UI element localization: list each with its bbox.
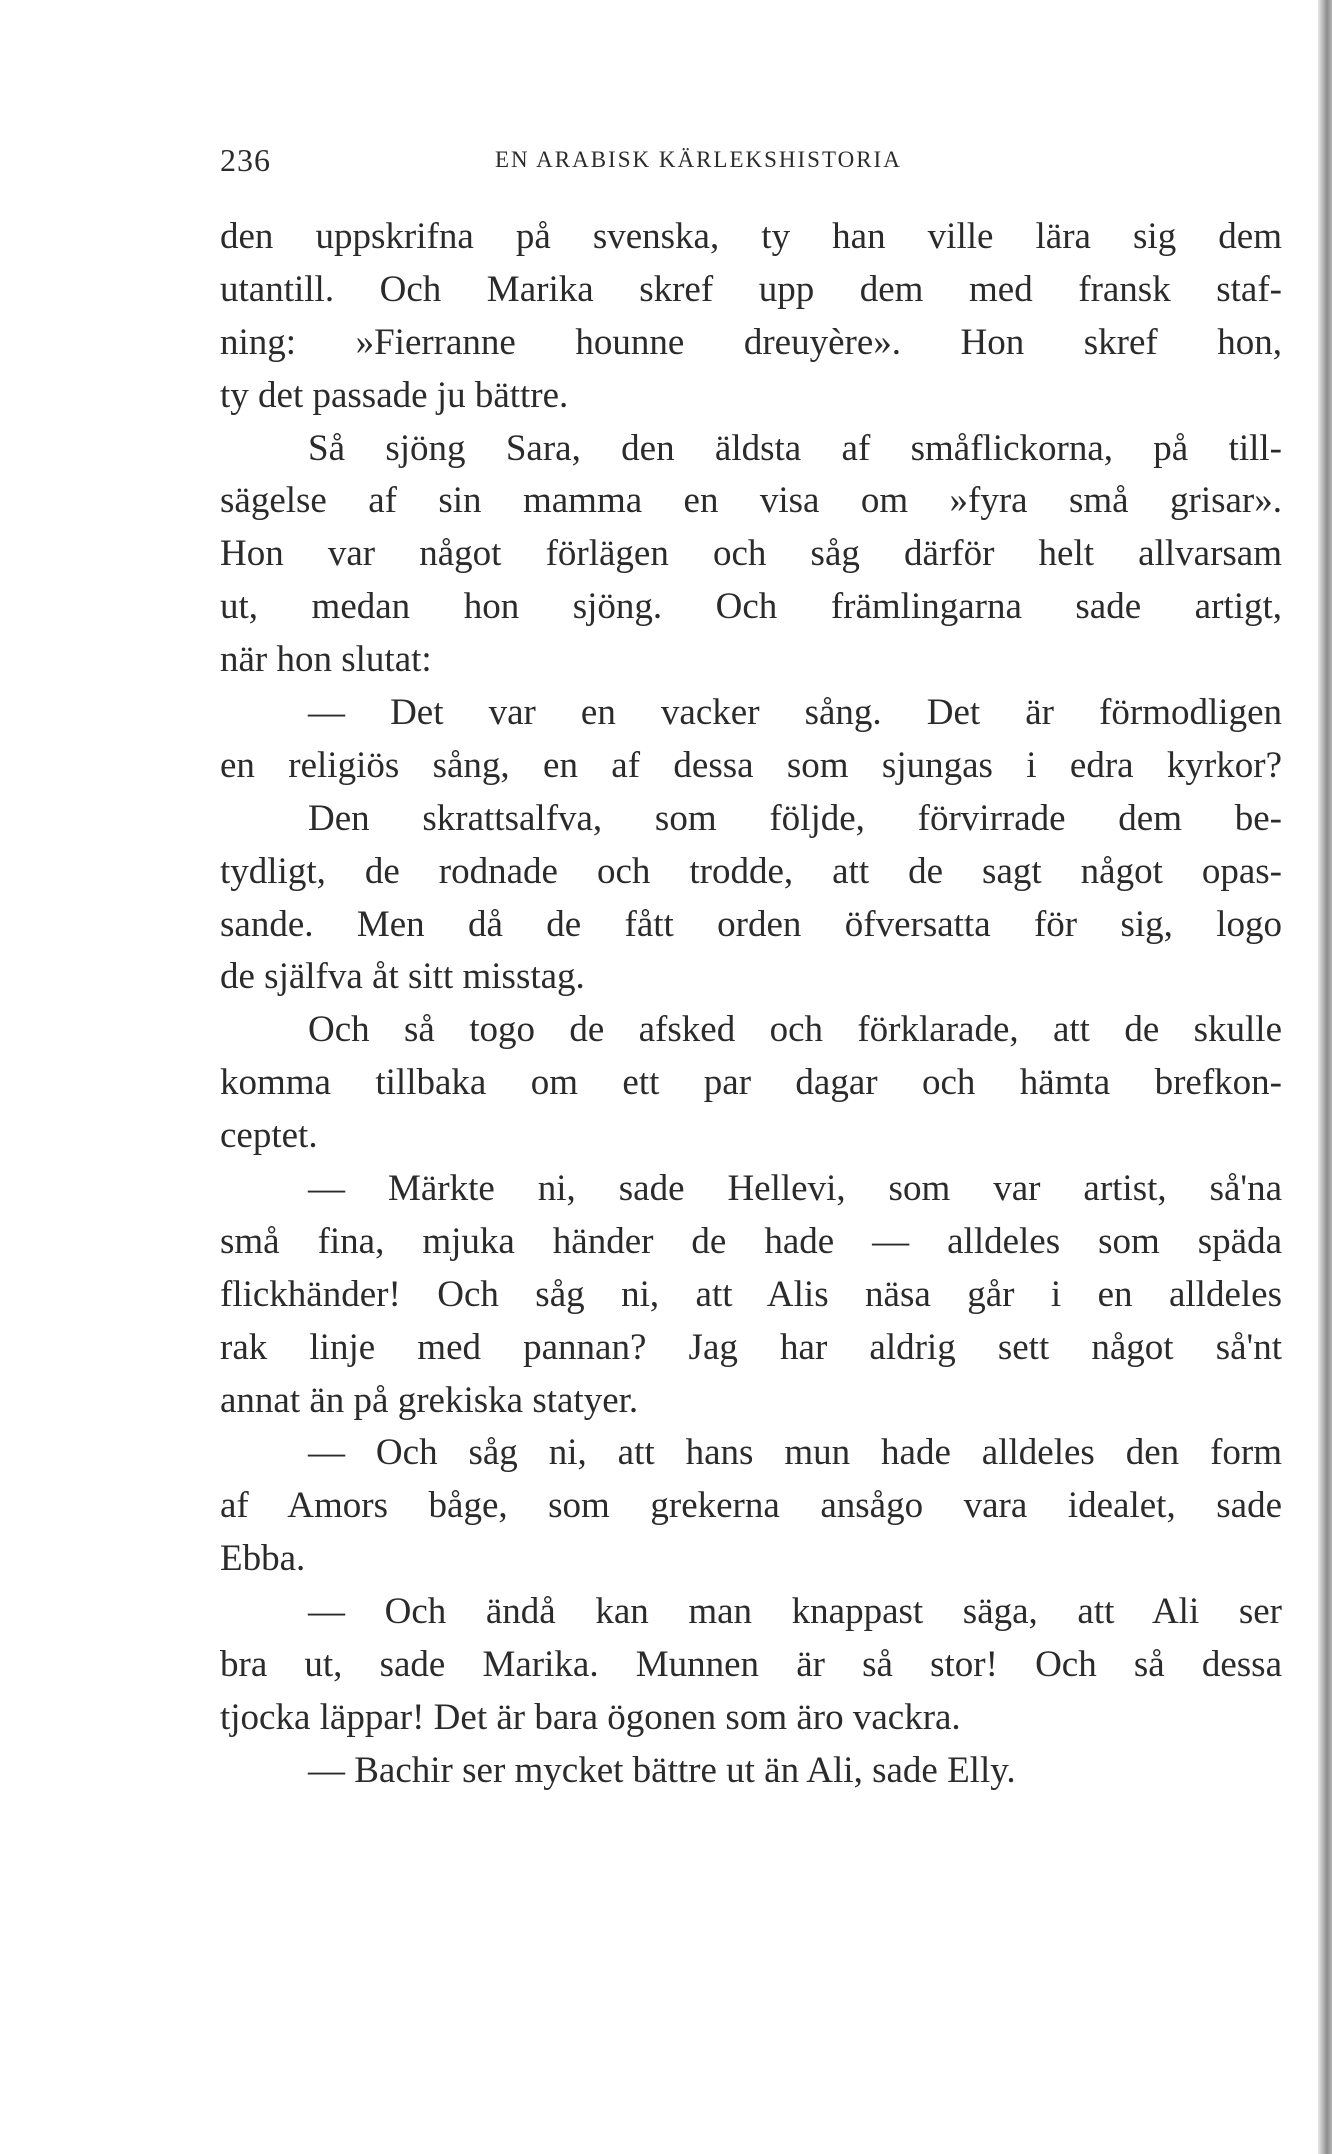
text-line: Så sjöng Sara, den äldsta af småflickorna, på till- — [308, 427, 1282, 469]
text-line: sande. Men då de fått orden öfversatta för sig, logo — [220, 903, 1282, 945]
text-line: ut, medan hon sjöng. Och främlingarna sade artigt, — [220, 586, 1282, 628]
text-line: sägelse af sin mamma en visa om »fyra små grisar». — [220, 480, 1282, 522]
text-line: Den skrattsalfva, som följde, förvirrade dem be- — [308, 797, 1282, 839]
text-line: Ebba. — [220, 1538, 306, 1580]
text-line: — Bachir ser mycket bättre ut än Ali, sade Elly. — [308, 1749, 1016, 1791]
text-line: när hon slutat: — [220, 639, 432, 681]
text-line: en religiös sång, en af dessa som sjungas i edra kyrkor? — [220, 744, 1282, 786]
text-line: Hon var något förlägen och såg därför helt allvarsam — [220, 533, 1282, 575]
page-number: 236 — [220, 142, 271, 178]
text-line: — Det var en vacker sång. Det är förmodligen — [308, 692, 1282, 734]
text-line: ceptet. — [220, 1115, 318, 1157]
text-line: tydligt, de rodnade och trodde, att de sagt något opas- — [220, 850, 1282, 892]
text-line: komma tillbaka om ett par dagar och hämta brefkon- — [220, 1062, 1282, 1104]
text-line: ty det passade ju bättre. — [220, 374, 569, 416]
text-line: den uppskrifna på svenska, ty han ville lära sig dem — [220, 216, 1282, 257]
text-line: små fina, mjuka händer de hade — alldeles som späda — [220, 1220, 1282, 1262]
running-title: EN ARABISK KÄRLEKSHISTORIA — [495, 147, 902, 172]
text-line: annat än på grekiska statyer. — [220, 1379, 639, 1421]
text-line: Och så togo de afsked och förklarade, att de skulle — [308, 1009, 1282, 1051]
page-edge-shadow — [1318, 0, 1332, 2154]
text-line: bra ut, sade Marika. Munnen är så stor! Och så dessa — [220, 1644, 1282, 1686]
text-line: — Och såg ni, att hans mun hade alldeles den form — [308, 1432, 1282, 1474]
text-line: flickhänder! Och såg ni, att Alis näsa går i en alldeles — [220, 1273, 1282, 1315]
text-line: tjocka läppar! Det är bara ögonen som äro vackra. — [220, 1696, 961, 1738]
text-line: — Märkte ni, sade Hellevi, som var artist, så'na — [308, 1168, 1282, 1210]
text-line: utantill. Och Marika skref upp dem med fransk staf- — [220, 268, 1282, 310]
page-header — [220, 140, 1040, 180]
text-line: ning: »Fierranne hounne dreuyère». Hon skref hon, — [220, 321, 1282, 363]
text-line: — Och ändå kan man knappast säga, att Ali ser — [308, 1591, 1282, 1633]
text-line: af Amors båge, som grekerna ansågo vara idealet, sade — [220, 1485, 1282, 1527]
text-line: rak linje med pannan? Jag har aldrig sett något så'nt — [220, 1326, 1282, 1368]
text-line: de själfva åt sitt misstag. — [220, 956, 585, 998]
body-text — [220, 211, 1282, 1798]
